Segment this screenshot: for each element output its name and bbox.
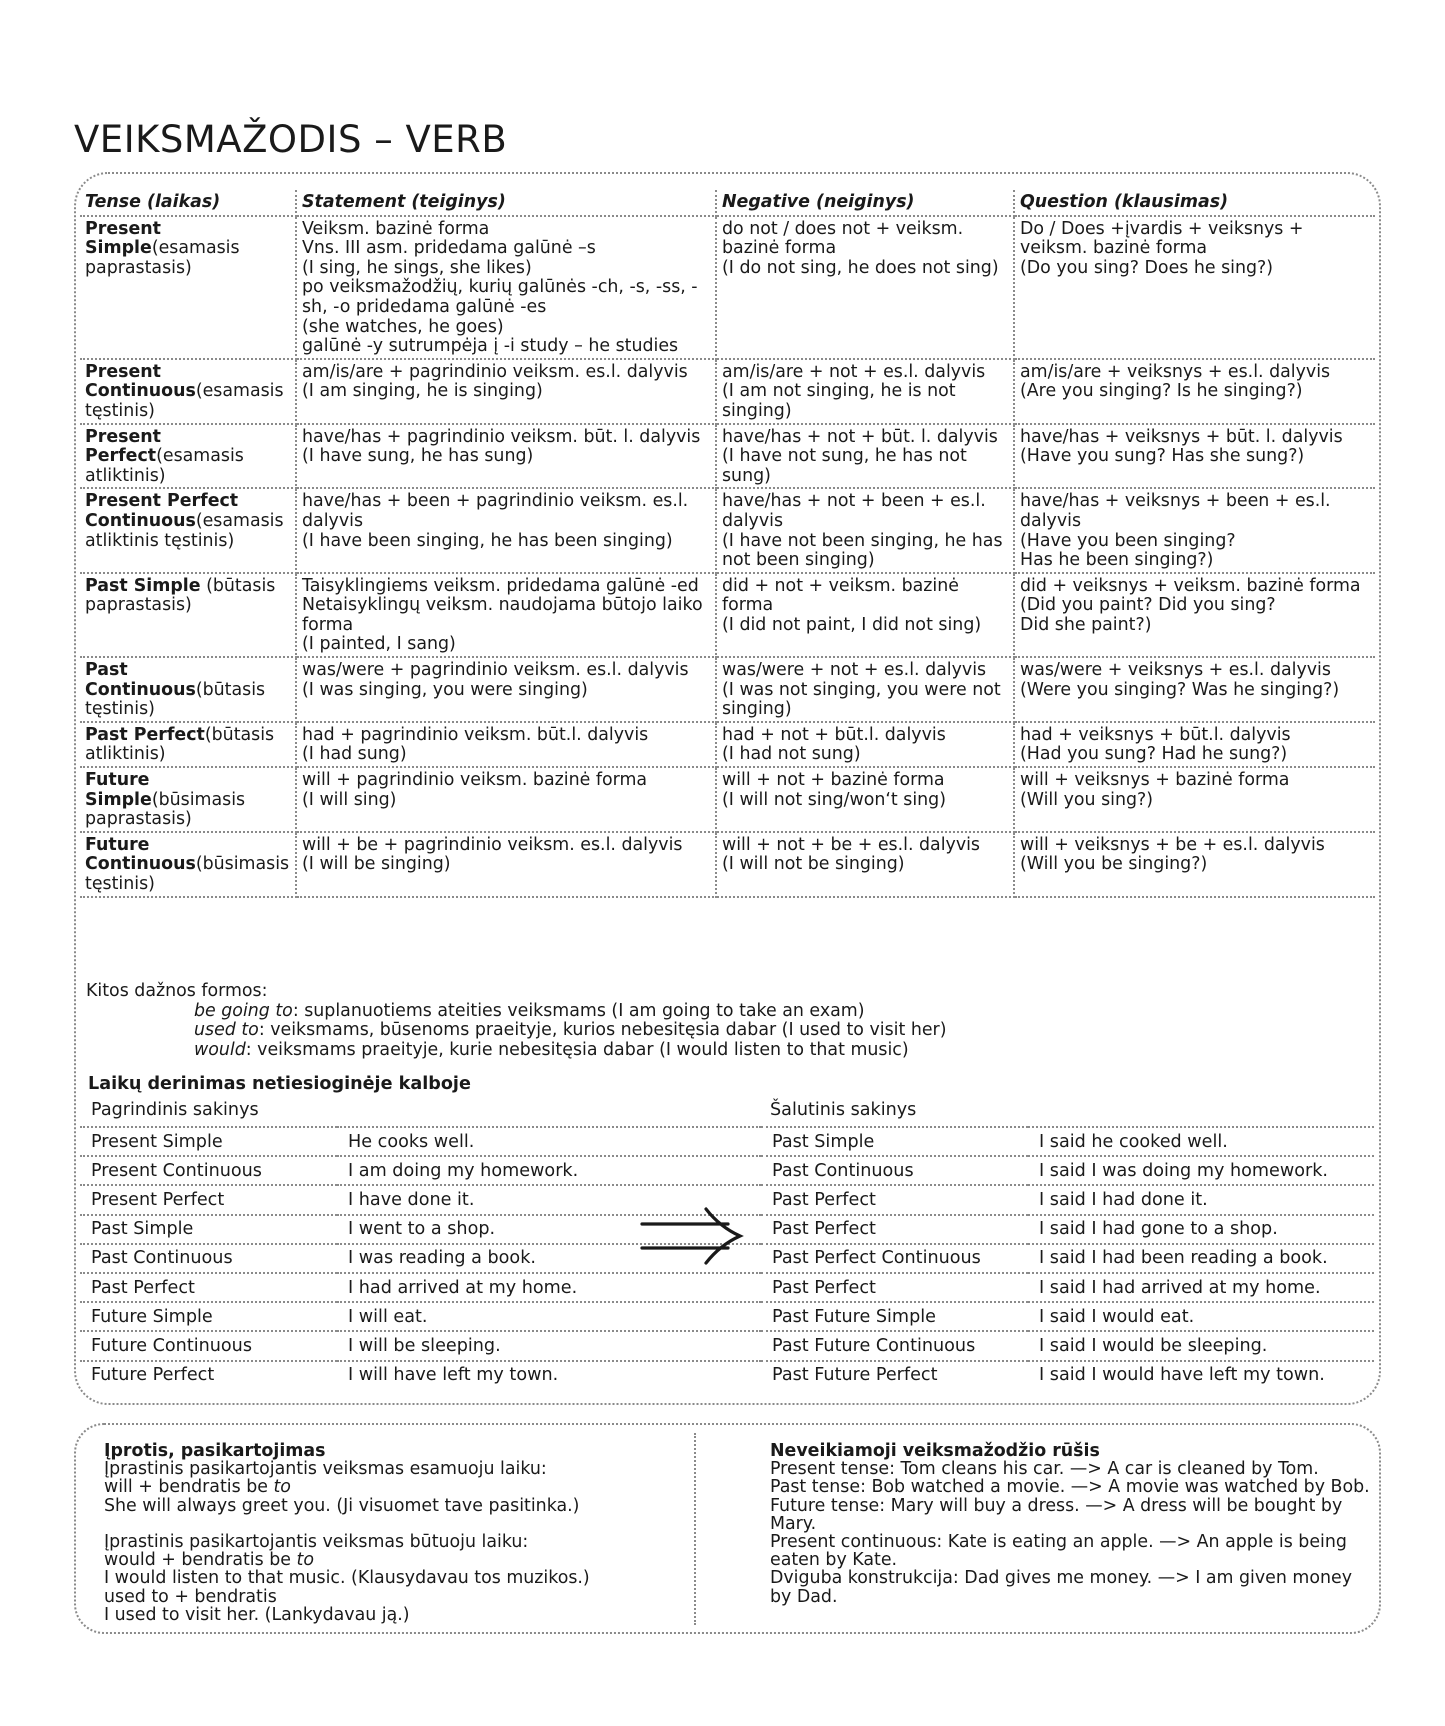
tense-name: Past Simple <box>85 575 201 596</box>
sequence-cell: Past Perfect Continuous <box>761 1244 1028 1273</box>
sequence-cell: I will have left my town. <box>337 1361 761 1389</box>
tense-name: Past Continuous <box>85 660 196 700</box>
other-form-term: be going to <box>194 1000 293 1021</box>
sequence-cell: I said he cooked well. <box>1028 1127 1374 1156</box>
table-row <box>80 722 1375 767</box>
sequence-cell: I said I would be sleeping. <box>1028 1331 1374 1360</box>
sequence-cell: I had arrived at my home. <box>337 1273 761 1302</box>
negative-line: (I will not sing/won‘t sing) <box>722 789 947 810</box>
question-line: have/has + veiksnys + būt. l. dalyvis <box>1020 426 1343 447</box>
statement-line: will + be + pagrindinio veiksm. es.l. dalyvis <box>302 834 683 855</box>
sequence-cell: Future Continuous <box>80 1331 337 1360</box>
question-cell <box>1014 767 1375 832</box>
tense-cell <box>80 832 296 897</box>
negative-line: do not / does not + veiksm. bazinė forma <box>722 218 964 259</box>
statement-line: po veiksmažodžių, kurių galūnės -ch, -s, -ss, -sh, -o pridedama galūnė -es <box>302 277 698 317</box>
statement-line: am/is/are + pagrindinio veiksm. es.l. dalyvis <box>302 361 688 382</box>
table-row <box>80 424 1375 489</box>
other-form-term: would <box>194 1039 246 1060</box>
negative-line: (I have not sung, he has not sung) <box>722 446 967 486</box>
question-line: (Have you sung? Has she sung?) <box>1020 446 1305 467</box>
question-cell <box>1014 359 1375 424</box>
table-row <box>80 216 1375 359</box>
tense-cell <box>80 573 296 657</box>
negative-line: am/is/are + not + es.l. dalyvis <box>722 361 986 382</box>
note-line: Present continuous: Kate is eating an apple. —> An apple is being eaten by Kate. <box>770 1532 1347 1571</box>
negative-cell <box>716 488 1014 572</box>
sequence-cell: Future Perfect <box>80 1361 337 1389</box>
tense-cell <box>80 488 296 572</box>
negative-line: have/has + not + būt. l. dalyvis <box>722 426 998 447</box>
sequence-cell: Present Perfect <box>80 1185 337 1214</box>
tense-name: Present Simple <box>85 218 161 259</box>
negative-line: (I did not paint, I did not sing) <box>722 614 982 635</box>
note-line: She will always greet you. (Ji visuomet tave pasitinka.) <box>104 1495 580 1516</box>
other-forms-label: Kitos dažnos formos: <box>86 981 268 1001</box>
note-line: Įprastinis pasikartojantis veiksmas būtuoju laiku: <box>104 1532 529 1553</box>
page-title: VEIKSMAŽODIS – VERB <box>74 118 508 161</box>
question-cell <box>1014 424 1375 489</box>
statement-line: (I have sung, he has sung) <box>302 446 534 467</box>
negative-cell <box>716 359 1014 424</box>
note-line: Future tense: Mary will buy a dress. —> A dress will be bought by Mary. <box>770 1495 1343 1534</box>
statement-line: (I have been singing, he has been singing) <box>302 530 673 551</box>
sequence-cell: I am doing my homework. <box>337 1156 761 1185</box>
note-line: would + bendratis be to <box>104 1550 314 1571</box>
sequence-cell: Past Future Perfect <box>761 1361 1028 1389</box>
sequence-cell: Past Perfect <box>761 1215 1028 1244</box>
statement-line: (I had sung) <box>302 744 407 765</box>
other-form-term: used to <box>194 1020 259 1041</box>
question-cell <box>1014 657 1375 722</box>
question-line: (Will you sing?) <box>1020 789 1154 810</box>
note-line: Dviguba konstrukcija: Dad gives me money. —> I am given money by Dad. <box>770 1568 1352 1607</box>
negative-line: will + not + be + es.l. dalyvis <box>722 834 980 855</box>
note-line: Įprastinis pasikartojantis veiksmas esamuoju laiku: <box>104 1459 547 1480</box>
question-line: have/has + veiksnys + been + es.l. dalyvis <box>1020 491 1331 531</box>
sequence-cell: I said I had gone to a shop. <box>1028 1215 1374 1244</box>
question-line: was/were + veiksnys + es.l. dalyvis <box>1020 660 1331 681</box>
statement-line: have/has + been + pagrindinio veiksm. es.l. dalyvis <box>302 491 689 531</box>
statement-line: (I am singing, he is singing) <box>302 381 543 402</box>
sequence-title: Laikų derinimas netiesioginėje kalboje <box>88 1074 471 1094</box>
negative-cell <box>716 722 1014 767</box>
statement-line: (I was singing, you were singing) <box>302 679 588 700</box>
sequence-row <box>80 1331 1374 1360</box>
statement-cell <box>296 722 716 767</box>
sequence-cell: I went to a shop. <box>337 1215 761 1244</box>
sequence-cell: Present Continuous <box>80 1156 337 1185</box>
sequence-cell: Past Continuous <box>761 1156 1028 1185</box>
column-header: Statement (teiginys) <box>296 190 716 216</box>
statement-cell <box>296 488 716 572</box>
statement-cell <box>296 832 716 897</box>
note-line: used to + bendratis <box>104 1586 277 1607</box>
question-line: Did she paint?) <box>1020 614 1152 635</box>
tense-cell <box>80 657 296 722</box>
other-form-item <box>194 1002 946 1022</box>
statement-line: will + pagrindinio veiksm. bazinė forma <box>302 770 648 791</box>
tense-lt: (esamasis tęstinis) <box>85 381 284 421</box>
negative-line: was/were + not + es.l. dalyvis <box>722 660 987 681</box>
question-line: am/is/are + veiksnys + es.l. dalyvis <box>1020 361 1331 382</box>
other-forms <box>86 982 946 1060</box>
sequence-cell: Past Continuous <box>80 1244 337 1273</box>
italic-word: to <box>273 1477 291 1498</box>
negative-line: (I do not sing, he does not sing) <box>722 257 999 278</box>
column-header: Question (klausimas) <box>1014 190 1375 216</box>
statement-line: (I will sing) <box>302 789 397 810</box>
column-header: Tense (laikas) <box>80 190 296 216</box>
tense-lt: (būtasis tęstinis) <box>85 679 266 720</box>
sequence-row <box>80 1156 1374 1185</box>
other-form-text: : suplanuotiems ateities veiksmams (I am going to take an exam) <box>292 1000 865 1021</box>
tense-lt: (esamasis atliktinis tęstinis) <box>85 510 284 551</box>
statement-line: had + pagrindinio veiksm. būt.l. dalyvis <box>302 724 649 745</box>
tense-cell <box>80 722 296 767</box>
sequence-row <box>80 1361 1374 1389</box>
statement-line: (I sing, he sings, she likes) <box>302 257 532 278</box>
question-line: did + veiksnys + veiksm. bazinė forma <box>1020 575 1361 596</box>
sequence-cell: Past Future Simple <box>761 1302 1028 1331</box>
table-row <box>80 657 1375 722</box>
sequence-row <box>80 1302 1374 1331</box>
tense-name: Future Simple <box>85 770 152 810</box>
statement-line: (I painted, I sang) <box>302 634 456 655</box>
tense-cell <box>80 359 296 424</box>
negative-line: (I will not be singing) <box>722 854 905 875</box>
sequence-cell: I will eat. <box>337 1302 761 1331</box>
right-arrow-icon <box>640 1207 744 1265</box>
table-row <box>80 488 1375 572</box>
negative-cell <box>716 832 1014 897</box>
sequence-cell: I was reading a book. <box>337 1244 761 1273</box>
statement-line: was/were + pagrindinio veiksm. es.l. dalyvis <box>302 660 689 681</box>
tense-name: Present Continuous <box>85 361 196 402</box>
verb-tense-table <box>80 190 1375 898</box>
question-line: will + veiksnys + be + es.l. dalyvis <box>1020 834 1325 855</box>
table-row <box>80 573 1375 657</box>
subordinate-clause-header: Šalutinis sakinys <box>770 1100 917 1120</box>
habit-section <box>104 1442 684 1624</box>
negative-line: (I am not singing, he is not singing) <box>722 381 956 421</box>
question-line: Do / Does +įvardis + veiksnys + veiksm. bazinė forma <box>1020 218 1304 259</box>
question-cell <box>1014 832 1375 897</box>
question-cell <box>1014 488 1375 572</box>
tense-name: Present Perfect <box>85 426 161 467</box>
sequence-row <box>80 1273 1374 1302</box>
habit-title: Įprotis, pasikartojimas <box>104 1441 326 1461</box>
question-line: (Will you be singing?) <box>1020 854 1208 875</box>
sequence-cell: I said I had been reading a book. <box>1028 1244 1374 1273</box>
tense-lt: (būtasis paprastasis) <box>85 575 276 616</box>
negative-line: did + not + veiksm. bazinė forma <box>722 575 959 616</box>
sequence-cell: Present Simple <box>80 1127 337 1156</box>
statement-cell <box>296 216 716 359</box>
sequence-cell: Past Perfect <box>761 1185 1028 1214</box>
question-cell <box>1014 722 1375 767</box>
tense-name: Past Perfect <box>85 724 205 745</box>
question-line: (Had you sung? Had he sung?) <box>1020 744 1288 765</box>
note-line: Past tense: Bob watched a movie. —> A movie was watched by Bob. <box>770 1477 1370 1498</box>
negative-line: had + not + būt.l. dalyvis <box>722 724 946 745</box>
question-line: (Have you been singing? <box>1020 530 1236 551</box>
sequence-cell: Past Simple <box>761 1127 1028 1156</box>
other-form-text: : veiksmams, būsenoms praeityje, kurios nebesitęsia dabar (I used to visit her) <box>258 1020 947 1041</box>
question-line: (Were you singing? Was he singing?) <box>1020 679 1340 700</box>
question-line: (Did you paint? Did you sing? <box>1020 595 1276 616</box>
statement-line: (she watches, he goes) <box>302 316 504 337</box>
tense-lt: (būtasis atliktinis) <box>85 724 275 765</box>
tense-cell <box>80 216 296 359</box>
tense-lt: (būsimasis paprastasis) <box>85 789 246 830</box>
note-line: I used to visit her. (Lankydavau ją.) <box>104 1604 410 1625</box>
statement-line: galūnė -y sutrumpėja į -i study – he studies <box>302 336 679 357</box>
negative-line: (I have not been singing, he has not been singing) <box>722 530 1003 571</box>
sequence-cell: I said I had arrived at my home. <box>1028 1273 1374 1302</box>
negative-cell <box>716 657 1014 722</box>
statement-cell <box>296 424 716 489</box>
notes-divider <box>694 1433 696 1625</box>
question-line: had + veiksnys + būt.l. dalyvis <box>1020 724 1291 745</box>
question-cell <box>1014 216 1375 359</box>
sequence-cell: Past Perfect <box>761 1273 1028 1302</box>
sequence-cell: Future Simple <box>80 1302 337 1331</box>
statement-line: Vns. III asm. pridedama galūnė –s <box>302 238 596 259</box>
sequence-cell: I said I was doing my homework. <box>1028 1156 1374 1185</box>
sequence-cell: Past Perfect <box>80 1273 337 1302</box>
negative-cell <box>716 216 1014 359</box>
sequence-cell: I said I had done it. <box>1028 1185 1374 1214</box>
negative-cell <box>716 424 1014 489</box>
table-header-row <box>80 190 1375 216</box>
question-cell <box>1014 573 1375 657</box>
other-form-text: : veiksmams praeityje, kurie nebesitęsia dabar (I would listen to that music) <box>245 1039 909 1060</box>
sequence-cell: I said I would have left my town. <box>1028 1361 1374 1389</box>
negative-line: have/has + not + been + es.l. dalyvis <box>722 491 986 531</box>
tense-lt: (esamasis atliktinis) <box>85 446 244 486</box>
table-row <box>80 359 1375 424</box>
statement-cell <box>296 767 716 832</box>
statement-cell <box>296 573 716 657</box>
negative-cell <box>716 573 1014 657</box>
tense-name: Future Continuous <box>85 834 196 875</box>
sequence-cell: Past Future Continuous <box>761 1331 1028 1360</box>
negative-line: (I had not sung) <box>722 744 861 765</box>
other-form-item <box>194 1041 946 1061</box>
sequence-cell: Past Simple <box>80 1215 337 1244</box>
passive-title: Neveikiamoji veiksmažodžio rūšis <box>770 1441 1100 1461</box>
note-line: will + bendratis be to <box>104 1477 291 1498</box>
statement-cell <box>296 657 716 722</box>
sequence-cell: I will be sleeping. <box>337 1331 761 1360</box>
column-header: Negative (neiginys) <box>716 190 1014 216</box>
statement-cell <box>296 359 716 424</box>
tense-lt: (esamasis paprastasis) <box>85 238 240 278</box>
passive-section <box>770 1442 1370 1606</box>
question-line: will + veiksnys + bazinė forma <box>1020 770 1290 791</box>
note-line: I would listen to that music. (Klausydavau tos muzikos.) <box>104 1568 590 1589</box>
tense-lt: (būsimasis tęstinis) <box>85 854 290 894</box>
statement-line: Taisyklingiems veiksm. pridedama galūnė -ed <box>302 575 699 596</box>
statement-line: have/has + pagrindinio veiksm. būt. l. dalyvis <box>302 426 701 447</box>
note-line <box>104 1515 684 1533</box>
tense-name: Present Perfect Continuous <box>85 491 239 531</box>
question-line: (Do you sing? Does he sing?) <box>1020 257 1274 278</box>
question-line: (Are you singing? Is he singing?) <box>1020 381 1303 402</box>
sequence-row <box>80 1127 1374 1156</box>
other-form-item <box>194 1021 946 1041</box>
sequence-cell: I have done it. <box>337 1185 761 1214</box>
negative-line: will + not + bazinė forma <box>722 770 945 791</box>
sequence-cell: He cooks well. <box>337 1127 761 1156</box>
statement-line: Netaisyklingų veiksm. naudojama būtojo laiko forma <box>302 595 703 635</box>
tense-cell <box>80 767 296 832</box>
sequence-cell: I said I would eat. <box>1028 1302 1374 1331</box>
table-row <box>80 832 1375 897</box>
italic-word: to <box>296 1550 314 1571</box>
statement-line: (I will be singing) <box>302 854 451 875</box>
statement-line: Veiksm. bazinė forma <box>302 218 490 239</box>
negative-line: (I was not singing, you were not singing) <box>722 679 1001 720</box>
question-line: Has he been singing?) <box>1020 550 1214 571</box>
table-row <box>80 767 1375 832</box>
note-line: Present tense: Tom cleans his car. —> A car is cleaned by Tom. <box>770 1459 1319 1480</box>
tense-cell <box>80 424 296 489</box>
negative-cell <box>716 767 1014 832</box>
main-clause-header: Pagrindinis sakinys <box>91 1100 259 1120</box>
